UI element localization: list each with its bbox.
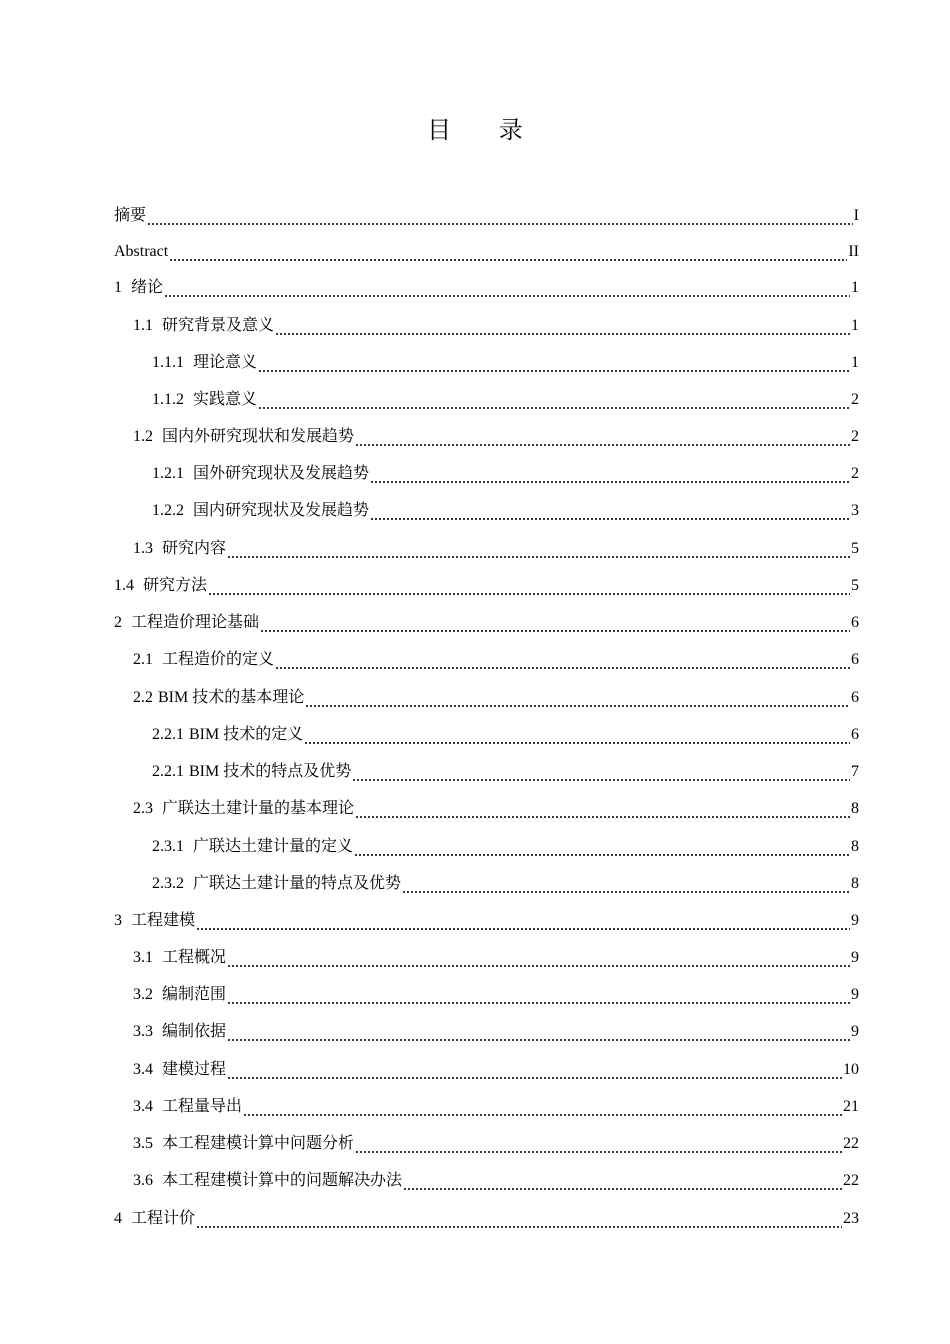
toc-leader-dots: [260, 614, 850, 632]
toc-entry-page: 9: [851, 1023, 859, 1040]
toc-title: 目 录: [427, 116, 543, 144]
toc-leader-dots: [355, 1135, 842, 1153]
toc-entry-label: 理论意义: [193, 354, 258, 371]
toc-entry-number: 2.2.1: [152, 763, 184, 780]
toc-entry-number: 1.1.1: [152, 354, 184, 371]
toc-entry-label: 工程造价的定义: [162, 651, 275, 668]
toc-leader-dots: [275, 651, 850, 669]
toc-entry: [114, 240, 859, 264]
toc-entry: [152, 462, 859, 486]
toc-entry-page: 22: [843, 1172, 859, 1189]
toc-entry-page: 23: [843, 1210, 859, 1227]
toc-leader-dots: [403, 1172, 842, 1190]
toc-entry-label: 工程量导出: [162, 1098, 243, 1115]
toc-entry-number: 1.1: [133, 317, 153, 334]
toc-entry-number: 3.5: [133, 1135, 153, 1152]
toc-entry-page: 3: [851, 502, 859, 519]
toc-entry-page: 9: [851, 986, 859, 1003]
toc-entry-page: 1: [851, 317, 859, 334]
toc-entry-label: 研究方法: [143, 577, 208, 594]
toc-leader-dots: [227, 986, 850, 1004]
toc-leader-dots: [258, 354, 850, 372]
toc-entry-label: 编制依据: [162, 1023, 227, 1040]
toc-leader-dots: [227, 1023, 850, 1041]
toc-entry-label: 国内外研究现状和发展趋势: [162, 428, 355, 445]
toc-entry-page: 2: [851, 465, 859, 482]
toc-entry: [152, 723, 859, 747]
toc-entry-page: 10: [843, 1061, 859, 1078]
toc-entry: [114, 909, 859, 933]
toc-entry-label: BIM 技术的定义: [189, 726, 304, 743]
toc-entry-label: 实践意义: [193, 391, 258, 408]
toc-entry-page: 8: [851, 875, 859, 892]
toc-entry: [133, 314, 859, 338]
toc-entry-page: 5: [851, 540, 859, 557]
toc-entry-label: 工程概况: [162, 949, 227, 966]
toc-entry-page: 1: [851, 279, 859, 296]
toc-entry-label: 国外研究现状及发展趋势: [193, 465, 370, 482]
toc-entry-page: 9: [851, 912, 859, 929]
toc-leader-dots: [370, 465, 850, 483]
toc-entry-label: 广联达土建计量的基本理论: [162, 800, 355, 817]
toc-leader-dots: [208, 577, 850, 595]
toc-leader-dots: [355, 428, 850, 446]
toc-leader-dots: [304, 726, 850, 744]
toc-entry: [152, 760, 859, 784]
toc-entry-label: 广联达土建计量的定义: [193, 838, 354, 855]
toc-entry: [114, 574, 859, 598]
toc-leader-dots: [354, 838, 850, 856]
toc-entry-label: 编制范围: [162, 986, 227, 1003]
toc-entry-label: 工程计价: [131, 1210, 196, 1227]
toc-entry-number: 2.3.2: [152, 875, 184, 892]
toc-entry-number: 2.2.1: [152, 726, 184, 743]
toc-leader-dots: [370, 502, 850, 520]
toc-leader-dots: [352, 763, 850, 781]
toc-entry-page: 5: [851, 577, 859, 594]
toc-entry-label: 本工程建模计算中的问题解决办法: [162, 1172, 403, 1189]
toc-entry: [133, 797, 859, 821]
toc-entry: [152, 872, 859, 896]
toc-entry-page: I: [853, 207, 859, 224]
toc-leader-dots: [169, 243, 847, 261]
toc-entry-label: 工程建模: [131, 912, 196, 929]
toc-entry-number: 2.2: [133, 689, 153, 706]
toc-entry: [114, 1207, 859, 1231]
toc-leader-dots: [227, 949, 850, 967]
toc-entry-page: 7: [851, 763, 859, 780]
toc-entry: [133, 686, 859, 710]
toc-entry-number: 3.1: [133, 949, 153, 966]
toc-entry-number: 2: [114, 614, 122, 631]
toc-leader-dots: [147, 207, 853, 225]
toc-entry-label: 广联达土建计量的特点及优势: [193, 875, 402, 892]
toc-entry: [133, 1132, 859, 1156]
toc-entry: [133, 1020, 859, 1044]
toc-entry-number: 1.1.2: [152, 391, 184, 408]
toc-entry: [152, 835, 859, 859]
toc-entry: [133, 1095, 859, 1119]
toc-leader-dots: [355, 800, 850, 818]
toc-entry: [133, 946, 859, 970]
toc-entry-label: 研究背景及意义: [162, 317, 275, 334]
toc-leader-dots: [196, 912, 850, 930]
toc-entry-number: 2.1: [133, 651, 153, 668]
toc-entry-page: 2: [851, 428, 859, 445]
toc-leader-dots: [305, 689, 850, 707]
toc-entry-number: 2.3: [133, 800, 153, 817]
toc-entry-number: 1.2: [133, 428, 153, 445]
toc-entry-page: 6: [851, 689, 859, 706]
toc-entry: [114, 611, 859, 635]
toc-entry: [133, 648, 859, 672]
toc-entry-number: 4: [114, 1210, 122, 1227]
toc-entry: [133, 537, 859, 561]
toc-entry-label: BIM 技术的基本理论: [158, 689, 305, 706]
toc-entry-page: 21: [843, 1098, 859, 1115]
toc-entry-label: 建模过程: [162, 1061, 227, 1078]
toc-entry-page: 6: [851, 651, 859, 668]
toc-leader-dots: [227, 1061, 842, 1079]
toc-entry-number: 3.3: [133, 1023, 153, 1040]
toc-entry-page: 2: [851, 391, 859, 408]
toc-entry: [133, 425, 859, 449]
toc-entry-page: 8: [851, 838, 859, 855]
toc-entry-label: 本工程建模计算中问题分析: [162, 1135, 355, 1152]
toc-entry-label: BIM 技术的特点及优势: [189, 763, 352, 780]
toc-entry-page: 1: [851, 354, 859, 371]
toc-entry-page: 9: [851, 949, 859, 966]
toc-entry: [133, 1169, 859, 1193]
toc-entry-number: 2.3.1: [152, 838, 184, 855]
toc-leader-dots: [402, 875, 850, 893]
toc-leader-dots: [243, 1098, 842, 1116]
toc-leader-dots: [164, 279, 850, 297]
toc-entry: [152, 499, 859, 523]
toc-entry-number: 1: [114, 279, 122, 296]
toc-entry-label: 摘要: [114, 207, 147, 224]
toc-entry: [114, 204, 859, 228]
toc-entry-number: 1.3: [133, 540, 153, 557]
toc-entry-page: II: [848, 243, 859, 260]
toc-entry: [152, 388, 859, 412]
toc-leader-dots: [196, 1210, 842, 1228]
toc-entry: [114, 276, 859, 300]
toc-entry-label: 绪论: [131, 279, 164, 296]
toc-entry-label: 国内研究现状及发展趋势: [193, 502, 370, 519]
toc-entry-page: 22: [843, 1135, 859, 1152]
toc-entry-number: 1.4: [114, 577, 134, 594]
toc-entry-page: 6: [851, 614, 859, 631]
toc-entry-label: 工程造价理论基础: [131, 614, 260, 631]
toc-entry: [133, 1058, 859, 1082]
toc-entry-page: 8: [851, 800, 859, 817]
toc-entry: [152, 351, 859, 375]
toc-entry-number: 3.6: [133, 1172, 153, 1189]
toc-leader-dots: [275, 317, 850, 335]
toc-entry-number: 3.2: [133, 986, 153, 1003]
toc-entry-number: 3: [114, 912, 122, 929]
toc-entry-number: 3.4: [133, 1098, 153, 1115]
toc-entry-number: 1.2.1: [152, 465, 184, 482]
toc-entry-number: 1.2.2: [152, 502, 184, 519]
toc-leader-dots: [258, 391, 850, 409]
toc-entry-page: 6: [851, 726, 859, 743]
toc-leader-dots: [227, 540, 850, 558]
toc-entry-number: 3.4: [133, 1061, 153, 1078]
toc-entry-label: Abstract: [114, 243, 169, 260]
toc-entry: [133, 983, 859, 1007]
toc-entry-label: 研究内容: [162, 540, 227, 557]
